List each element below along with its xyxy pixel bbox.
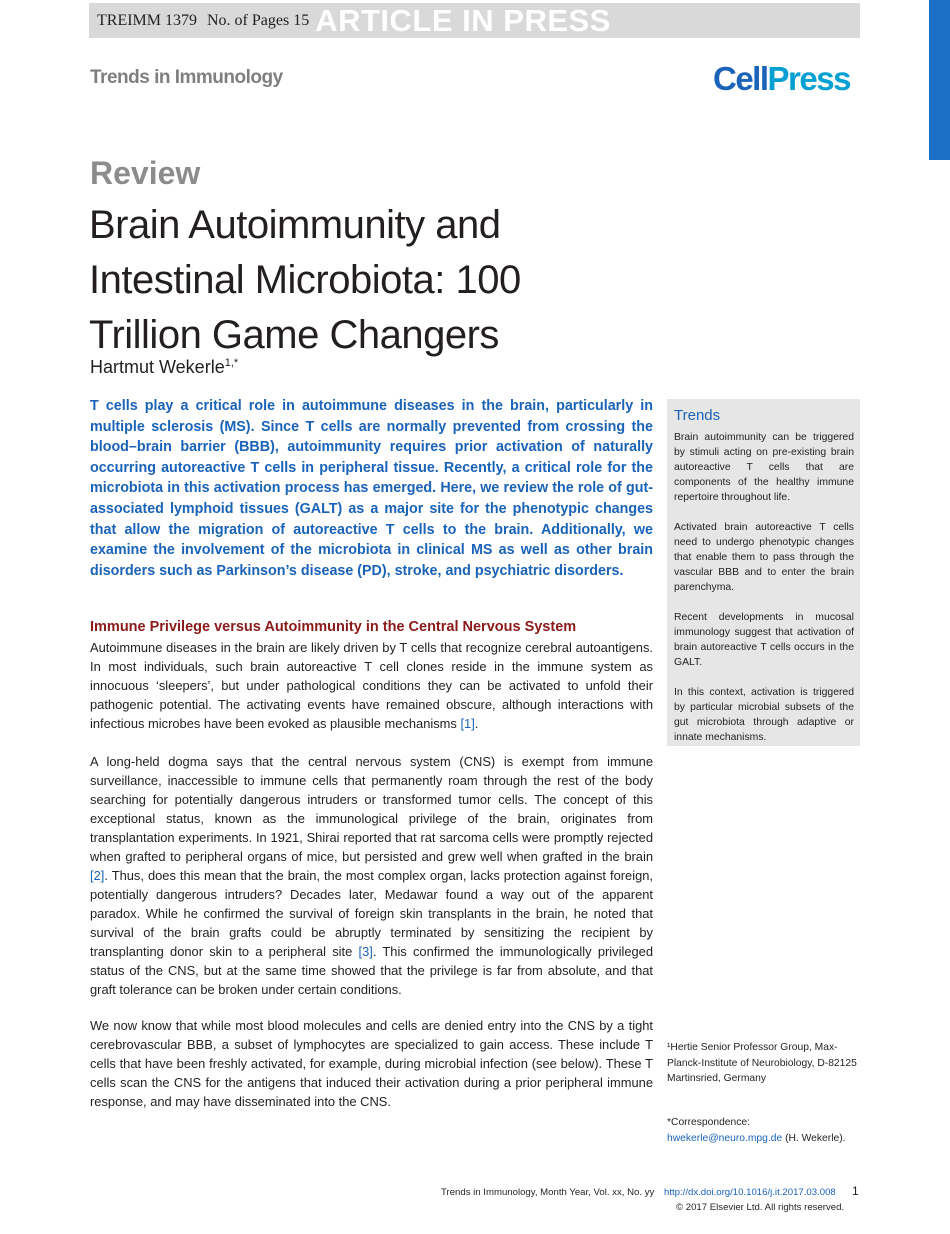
- article-type: Review: [90, 155, 201, 191]
- ref-1-link[interactable]: [1]: [460, 716, 475, 731]
- author-name: Hartmut Wekerle: [90, 357, 225, 377]
- page-number: 1: [852, 1184, 859, 1198]
- trends-heading: Trends: [674, 407, 721, 424]
- paragraph-1: [90, 638, 653, 733]
- ref-2-link[interactable]: [2]: [90, 868, 105, 883]
- pages-label: No. of Pages 15: [207, 11, 310, 29]
- trends-box: [667, 399, 860, 746]
- logo-cell: Cell: [713, 60, 768, 97]
- trends-item: In this context, activation is triggered by particular microbial subsets of the gut microbiota through adaptive or innate mechanisms.: [674, 687, 854, 743]
- copyright: © 2017 Elsevier Ltd. All rights reserved.: [676, 1202, 845, 1213]
- doi-link[interactable]: http://dx.doi.org/10.1016/j.it.2017.03.008: [664, 1187, 836, 1198]
- author: [90, 357, 238, 378]
- paragraph-2: [90, 752, 653, 999]
- affiliation: ¹Hertie Senior Professor Group, Max-Planck-Institute of Neurobiology, D-82125 Martinsried, Germany: [667, 1042, 857, 1084]
- p1-text: Autoimmune diseases in the brain are likely driven by T cells that recognize cerebral autoantigens. In most individuals, such brain autoreactive T cell clones reside in the immune system as innocuous ‘sleepers’, but under pathological conditions they can be activated to unfold their pathogenic potential. The activating events have remained obscure, although interactions with infectious microbes have been evoked as plausible mechanisms: [90, 640, 653, 731]
- email-suffix: (H. Wekerle).: [782, 1132, 846, 1144]
- journal-name: Trends in Immunology: [90, 67, 283, 88]
- p1-end: .: [474, 716, 479, 731]
- correspondence-label: *Correspondence:: [667, 1117, 750, 1128]
- trends-item: Brain autoimmunity can be triggered by stimuli acting on pre-existing brain autoreactive T cells that are components of the healthy immune repertoire throughout life.: [674, 432, 854, 503]
- p2-text-a: A long-held dogma says that the central nervous system (CNS) is exempt from immune surveillance, inaccessible to immune cells that permanently roam through the rest of the body searching for potentially dangerous intruders or transformed tumor cells. The concept of this exceptional status, known as the immunological privilege of the brain, originates from transplantation experiments. In 1921, Shirai reported that rat sarcoma cells were promptly rejected when grafted to peripheral organs of mice, but persisted and grew well when grafted in the brain: [90, 754, 653, 864]
- author-marks: 1,*: [224, 357, 239, 369]
- cellpress-logo: [713, 60, 850, 98]
- article-title: Brain Autoimmunity and Intestinal Microbiota: 100 Trillion Game Changers: [89, 203, 521, 357]
- header-bar: [89, 3, 860, 38]
- email-link[interactable]: hwekerle@neuro.mpg.de: [667, 1132, 783, 1144]
- article-status: ARTICLE IN PRESS: [315, 2, 611, 38]
- trends-item: Activated brain autoreactive T cells need to undergo phenotypic changes that enable them to pass through the vascular BBB and to enter the brain parenchyma.: [674, 522, 854, 593]
- trends-item: Recent developments in mucosal immunology suggest that activation of brain autoreactive T cells occurs in the GALT.: [674, 612, 854, 668]
- section-heading: Immune Privilege versus Autoimmunity in the Central Nervous System: [90, 619, 577, 635]
- p2-text-c: . This confirmed the immunologically privileged status of the CNS, but at the same time showed that the privilege is far from absolute, and that graft tolerance can be broken under certain conditions.: [90, 944, 653, 997]
- ref-3-link[interactable]: [3]: [358, 944, 373, 959]
- logo-press: Press: [767, 60, 850, 97]
- side-tab: [929, 0, 950, 160]
- p2-text-b: . Thus, does this mean that the brain, the most complex organ, lacks protection against foreign, potentially dangerous intruders? Decades later, Medawar found a way out of the apparent paradox. While he confirmed the survival of foreign skin transplants in the brain, he noted that survival of the brain grafts could be abruptly terminated by sensitizing the recipient by transplanting donor skin to a peripheral site: [90, 868, 653, 959]
- correspondence: [667, 1115, 867, 1146]
- abstract: T cells play a critical role in autoimmune diseases in the brain, particularly in multiple sclerosis (MS). Since T cells are normally prevented from crossing the blood–brain barrier (BBB), autoimmunity requires prior activation of naturally occurring autoreactive T cells in peripheral tissue. Recently, a critical role for the microbiota in this activation process has emerged. Here, we review the role of gut-associated lymphoid tissues (GALT) as a major site for the phenotypic changes that allow the migration of autoreactive T cells to the brain. Additionally, we examine the involvement of the microbiota in clinical MS as well as other brain disorders such as Parkinson’s disease (PD), stroke, and psychiatric disorders.: [90, 398, 653, 579]
- p3-text: We now know that while most blood molecules and cells are denied entry into the CNS by a tight cerebrovascular BBB, a subset of lymphocytes are specialized to gain access. These include T cells that have been freshly activated, for example, during microbial infection (see below). These T cells scan the CNS for the antigens that induced their activation during a prior peripheral immune response, and may have disseminated into the CNS.: [90, 1018, 653, 1109]
- article-code: TREIMM 1379: [97, 11, 197, 29]
- footer-citation: Trends in Immunology, Month Year, Vol. xx, No. yy: [441, 1187, 655, 1198]
- paragraph-3: [90, 1016, 653, 1111]
